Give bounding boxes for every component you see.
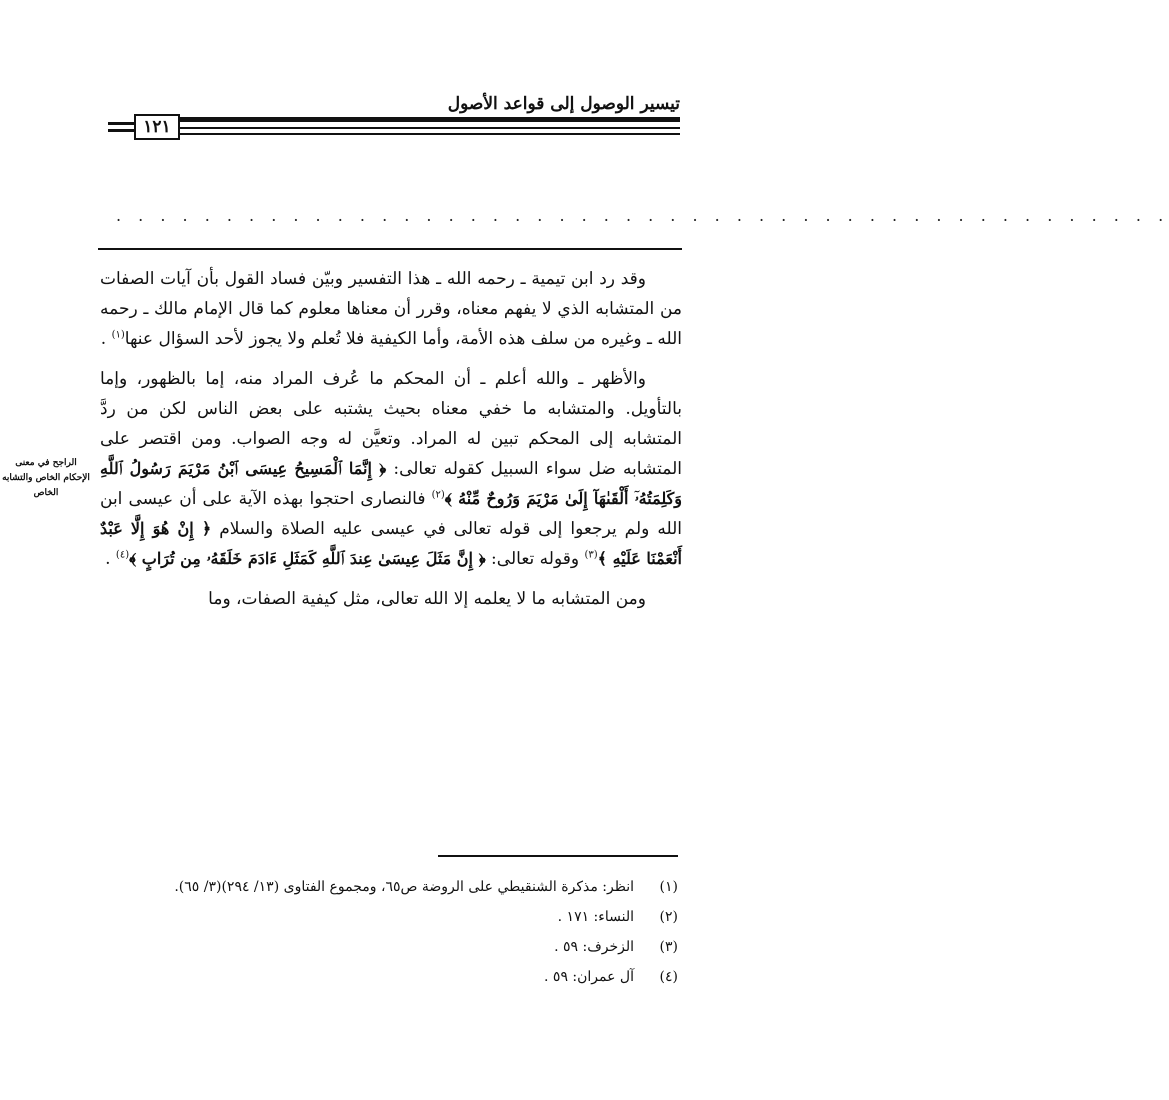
- footnote-1: [78, 872, 678, 902]
- header-rule-left-2: [108, 129, 134, 132]
- footnote-1-text: انظر: مذكرة الشنقيطي على الروضة ص٦٥، ومجموع الفتاوى (١٣/ ٢٩٤)(٣/ ٦٥).: [174, 879, 634, 895]
- paragraph-2-end: .: [105, 549, 116, 569]
- footnote-4: [78, 962, 678, 992]
- footnote-4-mark: (٤): [659, 969, 678, 985]
- header-rule-left: [108, 122, 134, 125]
- footnote-ref-1: (١): [111, 329, 125, 341]
- paragraph-1-text: وقد رد ابن تيمية ـ رحمه الله ـ هذا التفسير وبيّن فساد القول بأن آيات الصفات من المتشابه الذي لا يفهم معناه، وقرر أن معناها معلوم كما قال الإمام مالك ـ رحمه الله ـ وغيره من سلف هذه الأمة، وأما الكيفية فلا تُعلم ولا يجوز لأحد السؤال عنها: [100, 269, 682, 349]
- paragraph-2-part-2: فالنصارى احتجوا بهذه الآية على أن عيسى ابن الله ولم يرجعوا إلى قوله تعالى في عيسى عليه الصلاة والسلام: [100, 489, 682, 539]
- footnote-3-text: الزخرف: ٥٩ .: [554, 939, 634, 955]
- paragraph-2-part-3: وقوله تعالى:: [485, 549, 585, 569]
- top-separator-rule: [98, 248, 682, 250]
- paragraph-3: [100, 584, 682, 614]
- paragraph-1: [100, 264, 682, 354]
- margin-note: الراجح في معنى الإحكام الخاص والتشابه الخاص: [2, 458, 90, 498]
- footnote-3-mark: (٣): [659, 939, 678, 955]
- footnote-ref-2: (٢): [431, 489, 445, 501]
- footnotes: [78, 872, 678, 992]
- dotted-separator: . . . . . . . . . . . . . . . . . . . . . . . . . . . . . . . . . . . . . . . . . . . . . . . .: [116, 206, 1169, 225]
- footnote-ref-3: (٣): [584, 549, 598, 561]
- quran-verse-2: ﴿ إِنْ هُوَ إِلَّا عَبْدٌ أَنْعَمْنَا عَلَيْهِ ﴾: [100, 519, 682, 568]
- paragraph-2-part-1: والأظهر ـ والله أعلم ـ أن المحكم ما عُرف المراد منه، إما بالظهور، وإما بالتأويل. والمتشابه ما خفي معناه بحيث يشتبه على بعض الناس لكن من ردَّ المتشابه إلى المحكم تبين له المراد. وتعيَّن له وجه الصواب. ومن اقتصر على المتشابه ضل سواء السبيل كقوله تعالى:: [100, 369, 682, 479]
- page-number: ١٢١: [134, 114, 180, 140]
- footnote-3: [78, 932, 678, 962]
- header-rule-thin-right-2: [180, 133, 680, 135]
- header-rule-thin-right: [180, 127, 680, 129]
- quran-verse-1: ﴿ إِنَّمَا ٱلْمَسِيحُ عِيسَى ٱبْنُ مَرْيَمَ رَسُولُ ٱللَّهِ وَكَلِمَتُهُۥٓ أَلْقَىٰهَآ إِلَىٰ مَرْيَمَ وَرُوحٌ مِّنْهُ ﴾: [100, 459, 682, 508]
- paragraph-3-text: ومن المتشابه ما لا يعلمه إلا الله تعالى، مثل كيفية الصفات، وما: [208, 589, 646, 609]
- header-rule-thick-right: [180, 117, 680, 122]
- footnote-4-text: آل عمران: ٥٩ .: [544, 969, 634, 985]
- footnote-2-text: النساء: ١٧١ .: [557, 909, 634, 925]
- footnote-2: [78, 902, 678, 932]
- body-text: [100, 264, 682, 614]
- running-title: تيسير الوصول إلى قواعد الأصول: [447, 94, 680, 114]
- footnote-1-mark: (١): [659, 879, 678, 895]
- quran-verse-3: ﴿ إِنَّ مَثَلَ عِيسَىٰ عِندَ ٱللَّهِ كَمَثَلِ ءَادَمَ خَلَقَهُۥ مِن تُرَابٍ ﴾: [129, 549, 486, 568]
- footnote-separator: [438, 855, 678, 857]
- footnote-ref-4: (٤): [115, 549, 130, 561]
- footnote-2-mark: (٢): [659, 909, 678, 925]
- paragraph-2: [100, 364, 682, 574]
- paragraph-1-end: .: [100, 329, 112, 349]
